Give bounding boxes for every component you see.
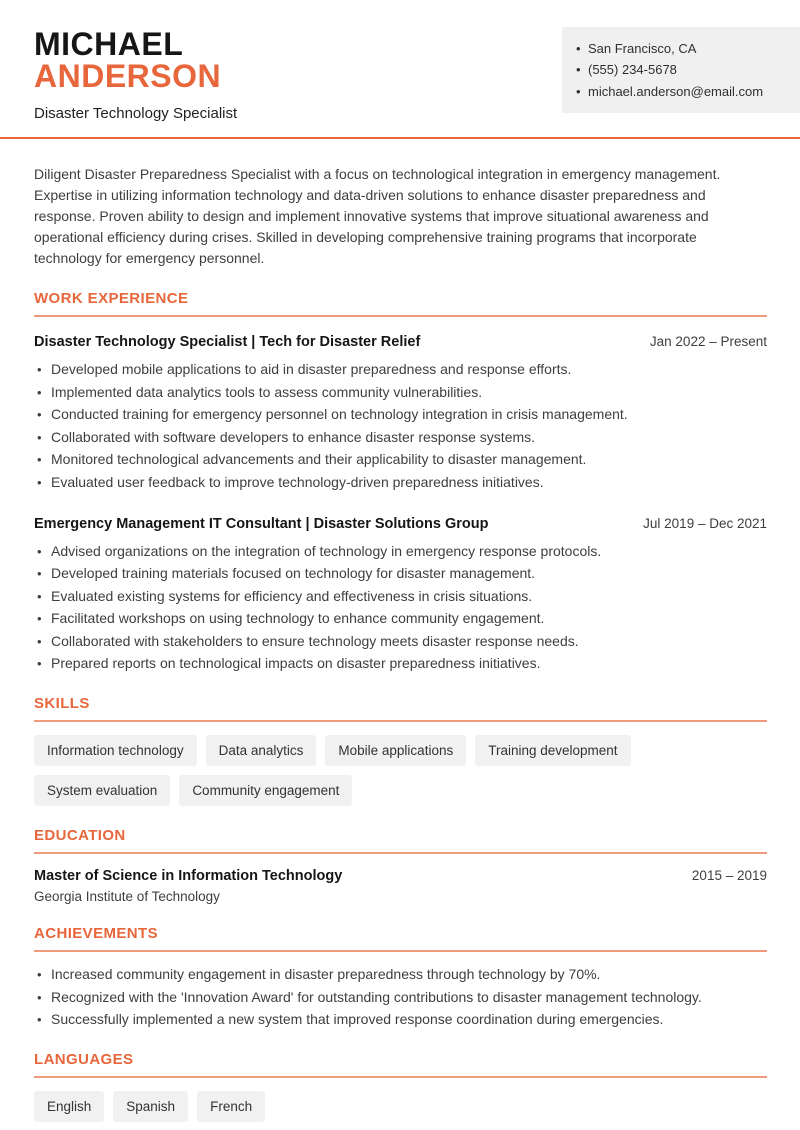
contact-item: • San Francisco, CA: [576, 41, 790, 56]
achievements-heading: ACHIEVEMENTS: [34, 925, 158, 942]
job-bullet: • Monitored technological advancements and their applicability to disaster management.: [34, 449, 767, 470]
job-bullet: • Evaluated user feedback to improve technology-driven preparedness initiatives.: [34, 472, 767, 493]
job-header: [34, 516, 767, 532]
education-header: [34, 868, 767, 884]
job-entry: [34, 516, 767, 675]
skills-tag-list: [34, 735, 724, 806]
skill-tag: System evaluation: [34, 775, 170, 806]
header-divider: [0, 137, 800, 139]
job-bullet: • Conducted training for emergency personnel on technology integration in crisis management.: [34, 404, 767, 425]
job-bullet: • Evaluated existing systems for efficiency and effectiveness in crisis situations.: [34, 586, 767, 607]
job-bullet: • Facilitated workshops on using technology to enhance community engagement.: [34, 608, 767, 629]
header-job-title: Disaster Technology Specialist: [34, 105, 238, 122]
language-tag: Spanish: [113, 1091, 188, 1122]
job-bullet-list: [34, 541, 767, 675]
job-bullet-list: [34, 359, 767, 493]
achievement-bullet-list: [34, 964, 767, 1030]
section-divider: [34, 720, 767, 722]
header: [0, 0, 800, 137]
section-divider: [34, 852, 767, 854]
achievement-bullet: • Recognized with the 'Innovation Award' for outstanding contributions to disaster management technology.: [34, 987, 767, 1008]
last-name: ANDERSON: [34, 58, 222, 94]
job-bullet: • Collaborated with software developers to enhance disaster response systems.: [34, 427, 767, 448]
job-entry: [34, 334, 767, 493]
resume-body: [0, 164, 800, 1122]
language-tag: English: [34, 1091, 104, 1122]
education-entry: [34, 868, 767, 904]
section-divider: [34, 1076, 767, 1078]
language-tag-list: [34, 1091, 724, 1122]
education-dates: 2015 – 2019: [691, 868, 767, 883]
skill-tag: Training development: [475, 735, 630, 766]
job-bullet: • Prepared reports on technological impacts on disaster preparedness initiatives.: [34, 653, 767, 674]
degree-title: Master of Science in Information Technology: [34, 868, 343, 884]
summary-paragraph: Diligent Disaster Preparedness Specialist with a focus on technological integration in emergency management. Expertise in utilizing information technology and data-driven solutions to enhance disaster preparedness and response. Proven ability to design and implement innovative systems that improve situational awareness and operational efficiency during crises. Skilled in developing comprehensive training programs that incorporate technology for emergency personnel.: [34, 166, 721, 266]
contact-item: • (555) 234-5678: [576, 62, 790, 77]
job-bullet: • Advised organizations on the integration of technology in emergency response protocols.: [34, 541, 767, 562]
contact-list: [576, 38, 790, 102]
language-tag: French: [197, 1091, 265, 1122]
section-divider: [34, 950, 767, 952]
section-work-experience: [34, 290, 767, 674]
skill-tag: Community engagement: [179, 775, 352, 806]
section-divider: [34, 315, 767, 317]
job-dates: Jul 2019 – Dec 2021: [643, 515, 767, 531]
section-achievements: [34, 925, 767, 1030]
achievement-bullet: • Increased community engagement in disaster preparedness through technology by 70%.: [34, 964, 767, 985]
languages-heading: LANGUAGES: [34, 1051, 134, 1068]
section-languages: [34, 1051, 767, 1122]
job-bullet: • Developed mobile applications to aid in disaster preparedness and response efforts.: [34, 359, 767, 380]
job-bullet: • Developed training materials focused on technology for disaster management.: [34, 563, 767, 584]
school-name: Georgia Institute of Technology: [34, 889, 220, 904]
skill-tag: Data analytics: [206, 735, 317, 766]
skills-heading: SKILLS: [34, 695, 90, 712]
first-name: MICHAEL: [34, 26, 184, 62]
skill-tag: Information technology: [34, 735, 197, 766]
section-skills: [34, 695, 767, 806]
job-bullet: • Implemented data analytics tools to assess community vulnerabilities.: [34, 382, 767, 403]
job-header: [34, 334, 767, 350]
job-title: Emergency Management IT Consultant | Disaster Solutions Group: [34, 515, 489, 532]
education-heading: EDUCATION: [34, 827, 126, 844]
section-education: [34, 827, 767, 904]
work-experience-heading: WORK EXPERIENCE: [34, 290, 189, 307]
skill-tag: Mobile applications: [325, 735, 466, 766]
job-title: Disaster Technology Specialist | Tech for Disaster Relief: [34, 334, 421, 350]
job-bullet: • Collaborated with stakeholders to ensure technology meets disaster response needs.: [34, 631, 767, 652]
achievement-bullet: • Successfully implemented a new system that improved response coordination during emergencies.: [34, 1009, 767, 1030]
contact-box: [562, 27, 800, 113]
job-dates: Jan 2022 – Present: [649, 334, 767, 349]
contact-item: • michael.anderson@email.com: [576, 84, 790, 99]
